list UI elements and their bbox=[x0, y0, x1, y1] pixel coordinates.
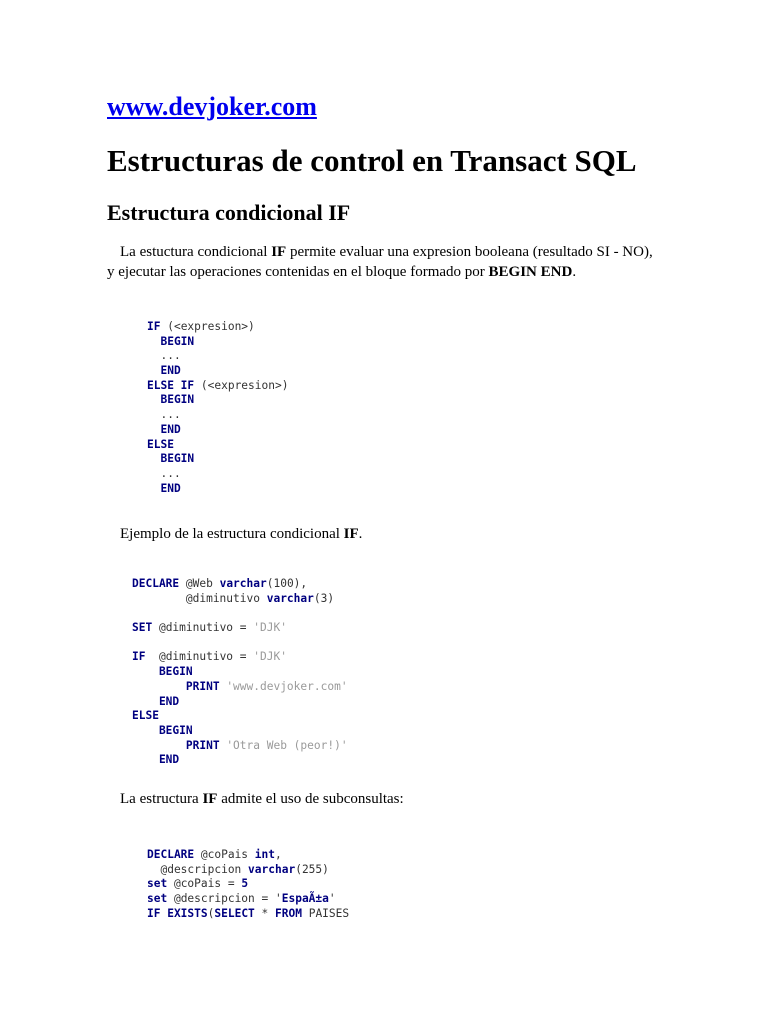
intro-keyword: IF bbox=[271, 244, 287, 260]
code-keyword: BEGIN bbox=[132, 665, 193, 679]
code-text: @Web bbox=[179, 577, 220, 590]
code-keyword: PRINT bbox=[132, 679, 220, 693]
code-line bbox=[132, 606, 348, 621]
code-line bbox=[132, 680, 348, 695]
code-keyword: set bbox=[147, 877, 168, 891]
code-line bbox=[147, 349, 288, 364]
code-keyword: set bbox=[147, 892, 168, 906]
code-keyword: END bbox=[147, 481, 181, 495]
code-line bbox=[147, 393, 288, 408]
syntax-code-block bbox=[147, 320, 288, 496]
section-title: Estructura condicional IF bbox=[107, 200, 351, 225]
example-intro-text: Ejemplo de la estructura condicional bbox=[120, 526, 344, 542]
intro-line-1 bbox=[107, 242, 707, 262]
code-keyword: BEGIN bbox=[147, 452, 195, 466]
code-string: 'www.devjoker.com' bbox=[226, 679, 348, 693]
code-keyword: varchar bbox=[219, 577, 267, 590]
code-line bbox=[132, 636, 348, 651]
code-line bbox=[147, 423, 288, 438]
subquery-intro-text: La estructura bbox=[120, 791, 203, 807]
code-keyword: SET bbox=[132, 621, 153, 635]
code-keyword: FROM bbox=[275, 906, 302, 920]
subquery-intro bbox=[120, 789, 404, 809]
code-keyword: END bbox=[132, 753, 180, 767]
example-intro-keyword: IF bbox=[343, 526, 359, 542]
code-keyword: SELECT bbox=[214, 906, 255, 920]
code-line bbox=[147, 467, 288, 482]
code-keyword: IF bbox=[147, 320, 161, 333]
code-keyword: END bbox=[147, 364, 181, 378]
code-text: @descripcion bbox=[147, 862, 249, 876]
code-text: ' bbox=[328, 892, 336, 906]
code-keyword: int bbox=[254, 848, 275, 861]
intro-keyword: BEGIN END bbox=[488, 264, 573, 280]
code-line bbox=[132, 739, 348, 754]
code-text: (<expresion>) bbox=[194, 378, 289, 392]
subquery-intro-keyword: IF bbox=[202, 791, 218, 807]
subquery-code-block bbox=[147, 848, 349, 921]
example-intro bbox=[120, 524, 362, 544]
code-text: ( bbox=[207, 906, 215, 920]
code-keyword: END bbox=[147, 422, 181, 436]
code-keyword: ELSE bbox=[147, 437, 174, 451]
code-text: @diminutivo = bbox=[152, 621, 254, 635]
code-keyword: PRINT bbox=[132, 738, 220, 752]
intro-text: y ejecutar las operaciones contenidas en el bloque formado por bbox=[107, 264, 489, 280]
code-line bbox=[147, 482, 288, 497]
code-line bbox=[147, 863, 349, 878]
code-line bbox=[147, 877, 349, 892]
code-text: @descripcion = ' bbox=[167, 892, 282, 906]
code-string: EspaÃ±a bbox=[281, 892, 329, 906]
code-keyword: DECLARE bbox=[147, 848, 195, 861]
code-string: 'DJK' bbox=[253, 650, 287, 664]
code-text: (<expresion>) bbox=[160, 320, 255, 333]
code-text: ... bbox=[147, 349, 181, 363]
code-text: @coPais bbox=[194, 848, 255, 861]
code-keyword: DECLARE bbox=[132, 577, 180, 590]
intro-text: permite evaluar una expresion booleana (resultado SI - NO), bbox=[286, 244, 653, 260]
code-line bbox=[132, 650, 348, 665]
code-number: 5 bbox=[241, 877, 249, 891]
code-line bbox=[132, 592, 348, 607]
intro-text: . bbox=[572, 264, 577, 280]
code-line bbox=[132, 695, 348, 710]
code-text: ... bbox=[147, 408, 181, 422]
intro-line-2 bbox=[107, 262, 707, 282]
code-line bbox=[147, 907, 349, 922]
code-keyword: varchar bbox=[266, 591, 314, 605]
code-line bbox=[147, 408, 288, 423]
page-title: Estructuras de control en Transact SQL bbox=[107, 143, 637, 178]
code-text: * bbox=[254, 906, 276, 920]
code-text: (100), bbox=[266, 577, 308, 590]
code-text: PAISES bbox=[301, 906, 350, 920]
code-text: ... bbox=[147, 466, 181, 480]
site-link[interactable]: www.devjoker.com bbox=[107, 92, 317, 121]
code-line bbox=[132, 621, 348, 636]
code-line bbox=[132, 665, 348, 680]
code-line bbox=[147, 892, 349, 907]
code-line bbox=[132, 753, 348, 768]
code-line bbox=[132, 709, 348, 724]
code-text: (255) bbox=[295, 862, 329, 876]
code-keyword: IF bbox=[132, 650, 146, 664]
code-line bbox=[147, 379, 288, 394]
code-line bbox=[147, 438, 288, 453]
code-keyword: ELSE bbox=[132, 709, 159, 723]
code-keyword: END bbox=[132, 694, 180, 708]
example-intro-text: . bbox=[358, 526, 363, 542]
code-line bbox=[147, 320, 288, 335]
code-text: , bbox=[275, 848, 282, 861]
example-code-block bbox=[132, 577, 348, 768]
code-text: @diminutivo bbox=[132, 591, 267, 605]
code-line bbox=[147, 364, 288, 379]
code-string: 'DJK' bbox=[253, 621, 287, 635]
code-text: @diminutivo = bbox=[145, 650, 254, 664]
code-keyword: varchar bbox=[248, 862, 296, 876]
subquery-intro-text: admite el uso de subconsultas: bbox=[217, 791, 404, 807]
code-line bbox=[132, 577, 348, 592]
code-keyword: IF EXISTS bbox=[147, 906, 208, 920]
code-keyword: BEGIN bbox=[147, 393, 195, 407]
code-string: 'Otra Web (peor!)' bbox=[226, 738, 348, 752]
intro-text: La estuctura condicional bbox=[120, 244, 272, 260]
code-line bbox=[132, 724, 348, 739]
code-text: (3) bbox=[313, 591, 335, 605]
code-line bbox=[147, 848, 349, 863]
code-keyword: ELSE IF bbox=[147, 378, 195, 392]
code-line bbox=[147, 452, 288, 467]
code-keyword: BEGIN bbox=[147, 334, 195, 348]
intro-paragraph bbox=[107, 242, 707, 282]
code-line bbox=[147, 335, 288, 350]
code-keyword: BEGIN bbox=[132, 723, 193, 737]
code-text: @coPais = bbox=[167, 877, 242, 891]
